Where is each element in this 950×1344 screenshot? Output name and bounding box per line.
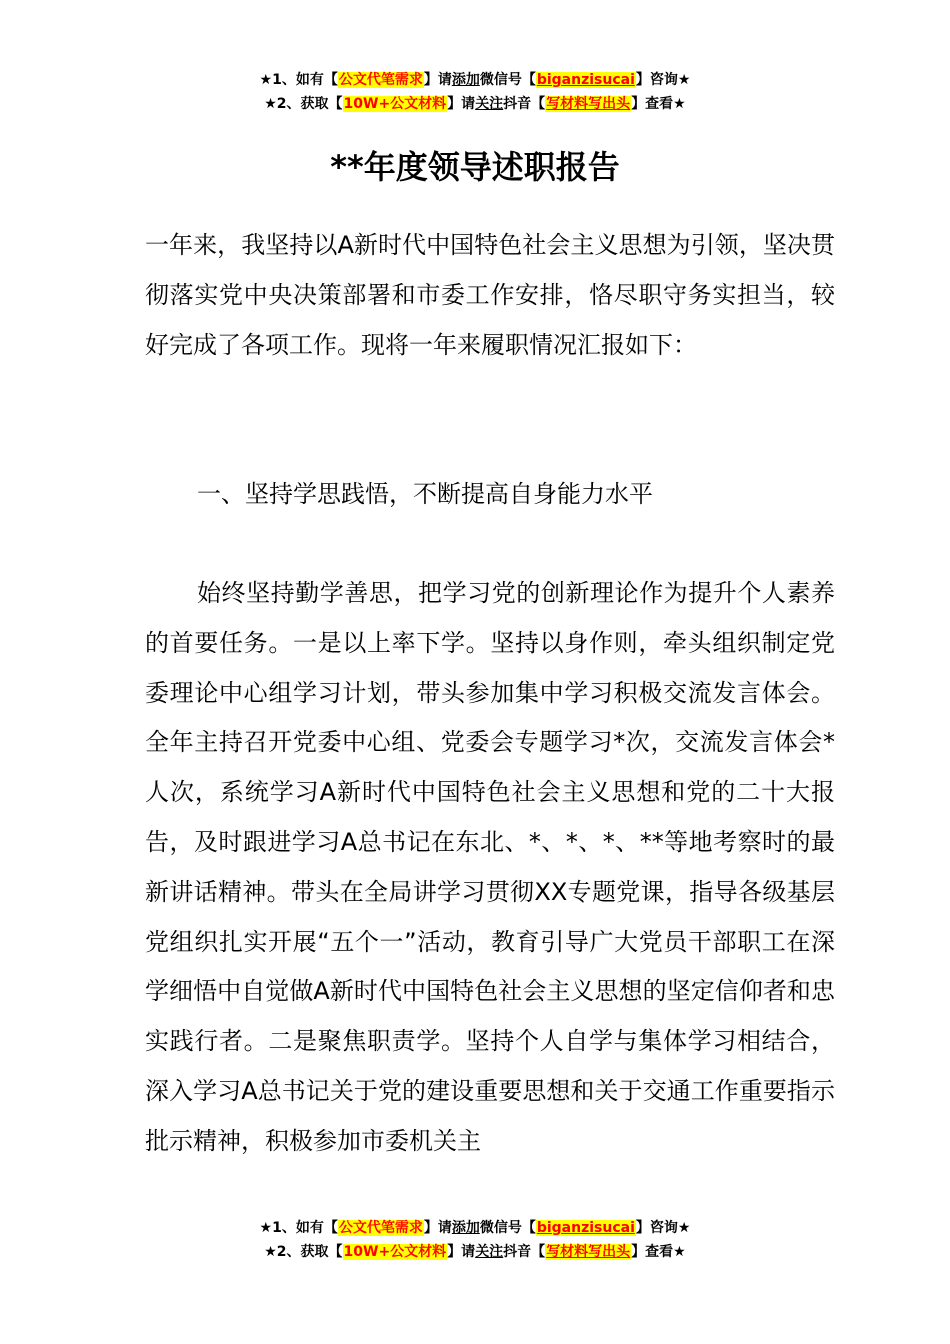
promo-text: 】咨询★: [635, 72, 691, 88]
promo-text: 微信号【: [479, 72, 536, 88]
promo-wechat-id: biganzisucai: [536, 1220, 635, 1236]
promo-underlined-text: 关注: [475, 1244, 504, 1260]
promo-line-2: [0, 92, 950, 116]
promo-text: 】请: [423, 72, 452, 88]
promo-text: ★1、如有【: [259, 1220, 338, 1236]
promo-highlight: 公文代笔需求: [338, 72, 423, 88]
promo-line-1: [0, 1216, 950, 1240]
promo-underlined-text: 关注: [475, 96, 504, 112]
promo-text: ★1、如有【: [259, 72, 338, 88]
promo-text: ★2、获取【: [264, 1244, 343, 1260]
promo-wechat-id: biganzisucai: [536, 72, 635, 88]
promo-text: 】请: [447, 96, 476, 112]
promo-text: 】请: [423, 1220, 452, 1236]
promo-text: 抖音【: [503, 96, 546, 112]
document-title: **年度领导述职报告: [330, 148, 620, 187]
promo-underlined-text: 添加: [451, 72, 480, 88]
promo-text: ★2、获取【: [264, 96, 343, 112]
promo-text: 抖音【: [503, 1244, 546, 1260]
promo-line-2: [0, 1240, 950, 1264]
promo-text: 】查看★: [631, 96, 686, 112]
promo-text: 】请: [447, 1244, 476, 1260]
promo-highlight: 10W+公文材料: [343, 1244, 447, 1260]
promo-douyin-account: 写材料写出头: [546, 1244, 631, 1260]
promo-underlined-text: 添加: [451, 1220, 480, 1236]
section-heading: 一、坚持学思践悟，不断提高自身能力水平: [197, 480, 653, 508]
promo-text: 】咨询★: [635, 1220, 691, 1236]
promo-highlight: 10W+公文材料: [343, 96, 447, 112]
body-paragraph: 始终坚持勤学善思，把学习党的创新理论作为提升个人素养的首要任务。一是以上率下学。坚持以身作则，牵头组织制定党委理论中心组学习计划，带头参加集中学习积极交流发言体会。全年主持召开党委中心组、党委会专题学习*次，交流发言体会*人次，系统学习A新时代中国特色社会主义思想和党的二十大报告，及时跟进学习A总书记在东北、*、*、*、**等地考察时的最新讲话精神。带头在全局讲学习贯彻XX专题党课，指导各级基层党组织扎实开展“五个一”活动，教育引导广大党员干部职工在深学细悟中自觉做A新时代中国特色社会主义思想的坚定信仰者和忠实践行者。二是聚焦职责学。坚持个人自学与集体学习相结合，深入学习A总书记关于党的建设重要思想和关于交通工作重要指示批示精神，积极参加市委机关主: [145, 579, 835, 1155]
promo-highlight: 公文代笔需求: [338, 1220, 423, 1236]
promo-banner-top: [0, 68, 950, 116]
promo-banner-bottom: [0, 1216, 950, 1264]
intro-paragraph: 一年来，我坚持以A新时代中国特色社会主义思想为引领，坚决贯彻落实党中央决策部署和市委工作安排，恪尽职守务实担当，较好完成了各项工作。现将一年来履职情况汇报如下：: [145, 231, 835, 359]
promo-text: 微信号【: [479, 1220, 536, 1236]
promo-douyin-account: 写材料写出头: [546, 96, 631, 112]
promo-text: 】查看★: [631, 1244, 686, 1260]
promo-line-1: [0, 68, 950, 92]
